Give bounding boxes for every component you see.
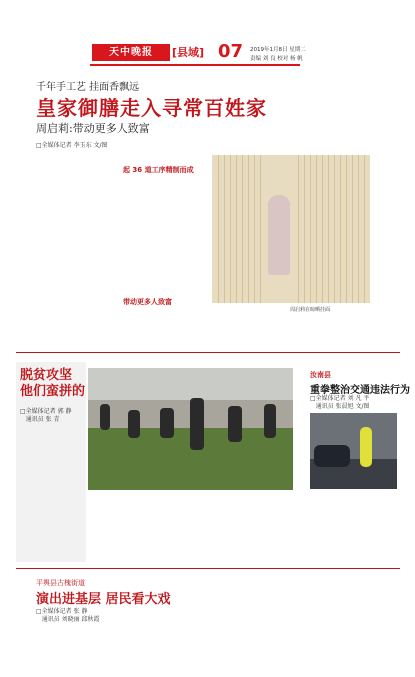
poverty-box-title-line2: 他们蛮拼的 xyxy=(20,384,86,399)
lead-section-label-1: 起 36 道工序精制而成 xyxy=(123,166,194,174)
page-number: 07 xyxy=(218,41,244,62)
noodle-worker-figure xyxy=(268,195,290,275)
issue-date: 2019年1月8日 星期二 xyxy=(250,47,306,53)
poverty-box-title-line1: 脱贫攻坚 xyxy=(20,368,73,383)
lead-byline: □全媒体记者 李玉东 文/图 xyxy=(36,142,108,149)
noodle-photo-caption: 周启莉在晾晒挂面 xyxy=(290,307,331,313)
poverty-box-title xyxy=(20,368,85,400)
lead-subhead: 周启莉:带动更多人致富 xyxy=(36,122,150,135)
poverty-box-byline: □全媒体记者 郭 静 通讯员 张 青 xyxy=(20,408,72,423)
masthead-logo: 天中晚报 xyxy=(92,44,170,61)
bottom-section-divider xyxy=(16,568,400,569)
right-story-label: 汝南县 xyxy=(310,370,331,379)
lead-kicker: 千年手工艺 挂面香飘远 xyxy=(36,82,140,93)
right-story-byline: □全媒体记者 刘 凡 平 通讯员 张晨旭 文/图 xyxy=(310,395,370,410)
bottom-story-headline: 演出进基层 居民看大戏 xyxy=(36,592,171,607)
lead-headline: 皇家御膳走入寻常百姓家 xyxy=(36,96,267,120)
noodle-drying-photo xyxy=(212,155,370,303)
lead-section-label-2: 带动更多人致富 xyxy=(123,298,172,306)
bottom-story-label: 平舆县古槐街道 xyxy=(36,579,85,587)
farm-field-photo xyxy=(88,368,293,490)
header-rule xyxy=(90,64,300,66)
section-name: [县域] xyxy=(172,46,205,59)
editor-credits: 责编 刘 良 校对 杨 帆 xyxy=(250,56,303,62)
bottom-story-byline: □全媒体记者 张 静 通讯员 刘晓丽 邱秋霞 xyxy=(36,608,100,623)
traffic-check-photo xyxy=(310,413,397,489)
section-divider xyxy=(16,352,400,353)
right-story-headline: 重拳整治交通违法行为 xyxy=(310,385,410,396)
